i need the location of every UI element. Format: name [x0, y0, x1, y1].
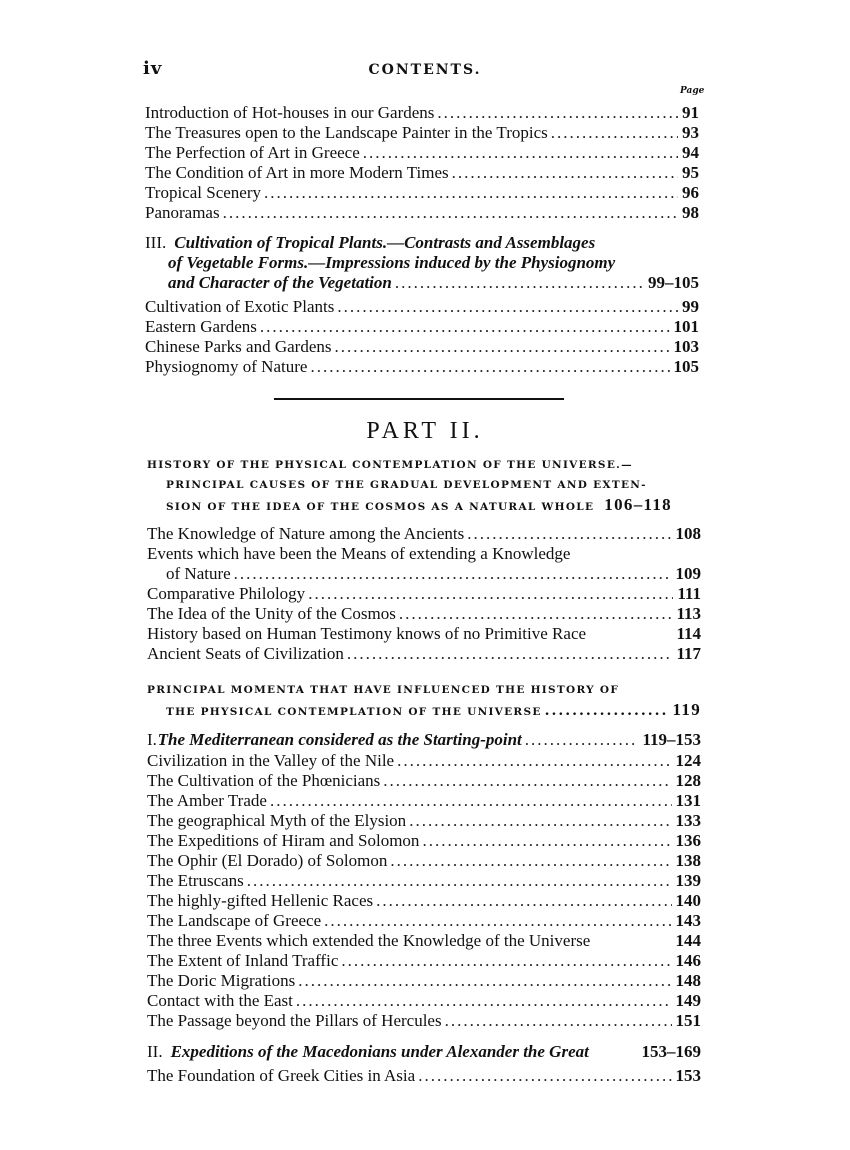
list-item	[145, 297, 699, 317]
page-column-label: Page	[680, 86, 705, 96]
entry-page: 124	[675, 751, 701, 770]
entry-title: The Landscape of Greece	[147, 911, 322, 930]
entry-title: The Extent of Inland Traffic	[147, 951, 339, 970]
chapter-heading-line: HISTORY OF THE PHYSICAL CONTEMPLATION OF THE UNIVERSE.—	[147, 459, 633, 471]
entry-title: The Expeditions of Hiram and Solomon	[147, 831, 420, 850]
entry-page: 98	[682, 203, 699, 222]
list-item	[145, 317, 699, 337]
entry-title: The Doric Migrations	[147, 971, 296, 990]
chapter-heading	[166, 700, 701, 720]
entry-title: The Passage beyond the Pillars of Hercules	[147, 1011, 442, 1030]
entry-title: The Amber Trade	[147, 791, 267, 810]
section-numeral: II.	[147, 1042, 163, 1061]
section-title-line: Cultivation of Tropical Plants.—Contrasts and Assemblages	[174, 233, 596, 252]
entry-page: 91	[682, 103, 699, 122]
list-item	[147, 791, 701, 811]
entry-page: 111	[677, 584, 701, 603]
entry-title: The highly-gifted Hellenic Races	[147, 891, 374, 910]
section-heading	[168, 273, 699, 293]
page-number: iv	[143, 58, 163, 79]
list-item	[147, 911, 701, 931]
entry-page: 131	[675, 791, 701, 810]
entry-page: 93	[682, 123, 699, 142]
entry-page: 95	[682, 163, 699, 182]
list-item	[145, 163, 699, 183]
list-item	[145, 203, 699, 223]
entry-page: 128	[675, 771, 701, 790]
entry-page: 113	[676, 604, 701, 623]
entry-title: Comparative Philology	[147, 584, 306, 603]
list-item	[147, 931, 701, 951]
entry-title: The three Events which extended the Knowledge of the Universe	[147, 931, 591, 950]
entry-page: 143	[675, 911, 701, 930]
list-item	[147, 624, 701, 644]
entry-page: 99	[682, 297, 699, 316]
chapter-pages: 106–118	[604, 495, 672, 514]
list-item	[145, 103, 699, 123]
entry-title: The geographical Myth of the Elysion	[147, 811, 407, 830]
entry-title: The Perfection of Art in Greece	[145, 143, 360, 162]
entry-page: 96	[682, 183, 699, 202]
entry-page: 151	[675, 1011, 701, 1030]
divider	[274, 398, 564, 400]
chapter-heading	[166, 475, 647, 495]
chapter-pages: 119	[672, 700, 701, 719]
entry-title: The Foundation of Greek Cities in Asia	[147, 1066, 416, 1085]
section-title: The Mediterranean considered as the Starting-point	[157, 730, 522, 749]
section-heading	[147, 730, 701, 750]
list-item	[147, 771, 701, 791]
chapter-heading	[147, 680, 619, 700]
list-item	[145, 183, 699, 203]
entry-title: Eastern Gardens	[145, 317, 257, 336]
entry-page: 153	[675, 1066, 701, 1085]
list-item	[147, 871, 701, 891]
entry-title: The Condition of Art in more Modern Times	[145, 163, 449, 182]
entry-title: Events which have been the Means of extending a Knowledge	[147, 544, 571, 563]
section-heading	[147, 1042, 701, 1062]
entry-page: 109	[675, 564, 701, 583]
section-heading-left	[147, 1042, 589, 1062]
entry-title: Physiognomy of Nature	[145, 357, 308, 376]
entry-title: Tropical Scenery	[145, 183, 261, 202]
entry-page: 114	[676, 624, 701, 643]
list-item	[147, 604, 701, 624]
section-heading	[168, 253, 698, 273]
chapter-heading	[166, 495, 701, 515]
entry-title: Cultivation of Exotic Plants	[145, 297, 335, 316]
chapter-heading	[147, 455, 633, 475]
list-item	[147, 811, 701, 831]
entry-page: 133	[675, 811, 701, 830]
section-title: Expeditions of the Macedonians under Alexander the Great	[170, 1042, 589, 1061]
entry-title: The Idea of the Unity of the Cosmos	[147, 604, 396, 623]
entry-title: The Ophir (El Dorado) of Solomon	[147, 851, 388, 870]
list-item	[147, 851, 701, 871]
entry-title: The Knowledge of Nature among the Ancients	[147, 524, 465, 543]
list-item	[147, 971, 701, 991]
entry-title: The Cultivation of the Phœnicians	[147, 771, 381, 790]
entry-title: History based on Human Testimony knows of no Primitive Race	[147, 624, 587, 643]
entry-title: The Treasures open to the Landscape Painter in the Tropics	[145, 123, 548, 142]
entry-title: of Nature	[166, 564, 231, 583]
entry-title: Civilization in the Valley of the Nile	[147, 751, 395, 770]
chapter-heading-line: PRINCIPAL CAUSES OF THE GRADUAL DEVELOPMENT AND EXTEN-	[166, 479, 647, 491]
list-item	[147, 524, 701, 544]
entry-title: Ancient Seats of Civilization	[147, 644, 344, 663]
entry-page: 101	[673, 317, 699, 336]
entry-page: 139	[675, 871, 701, 890]
entry-page: 149	[675, 991, 701, 1010]
chapter-heading-line: PRINCIPAL MOMENTA THAT HAVE INFLUENCED THE HISTORY OF	[147, 684, 620, 696]
section-pages: 119–153	[642, 730, 701, 749]
entry-page: 103	[673, 337, 699, 356]
list-item	[166, 564, 701, 584]
list-item	[147, 951, 701, 971]
list-item	[145, 123, 699, 143]
entry-page: 138	[675, 851, 701, 870]
entry-page: 105	[673, 357, 699, 376]
list-item	[145, 357, 699, 377]
entry-title: Introduction of Hot-houses in our Gardens	[145, 103, 435, 122]
page-title: CONTENTS.	[368, 62, 482, 78]
section-numeral: I.	[147, 730, 157, 749]
part-title: PART II.	[366, 418, 484, 444]
chapter-heading-line: SION OF THE IDEA OF THE COSMOS AS A NATURAL WHOLE	[166, 501, 595, 513]
list-item	[147, 544, 701, 564]
list-item	[147, 891, 701, 911]
entry-page: 140	[675, 891, 701, 910]
entry-page: 94	[682, 143, 699, 162]
list-item	[145, 337, 699, 357]
list-item	[147, 644, 701, 664]
list-item	[147, 1011, 701, 1031]
section-numeral: III.	[145, 233, 167, 252]
entry-title: Contact with the East	[147, 991, 293, 1010]
list-item	[147, 751, 701, 771]
list-item	[147, 1066, 701, 1086]
entry-page: 144	[675, 931, 701, 950]
section-heading	[145, 233, 699, 253]
list-item	[147, 831, 701, 851]
entry-page: 146	[675, 951, 701, 970]
list-item	[147, 584, 701, 604]
section-title-line: and Character of the Vegetation	[168, 273, 392, 292]
entry-title: The Etruscans	[147, 871, 244, 890]
entry-page: 136	[675, 831, 701, 850]
entry-title: Chinese Parks and Gardens	[145, 337, 332, 356]
section-pages: 153–169	[641, 1042, 701, 1061]
section-title-line: of Vegetable Forms.—Impressions induced by the Physiognomy	[168, 253, 616, 272]
chapter-heading-line: THE PHYSICAL CONTEMPLATION OF THE UNIVERSE	[166, 706, 542, 718]
entry-page: 148	[675, 971, 701, 990]
entry-title: Panoramas	[145, 203, 220, 222]
list-item	[145, 143, 699, 163]
entry-page: 108	[675, 524, 701, 543]
entry-page: 117	[676, 644, 701, 663]
list-item	[147, 991, 701, 1011]
section-pages: 99–105	[648, 273, 699, 292]
